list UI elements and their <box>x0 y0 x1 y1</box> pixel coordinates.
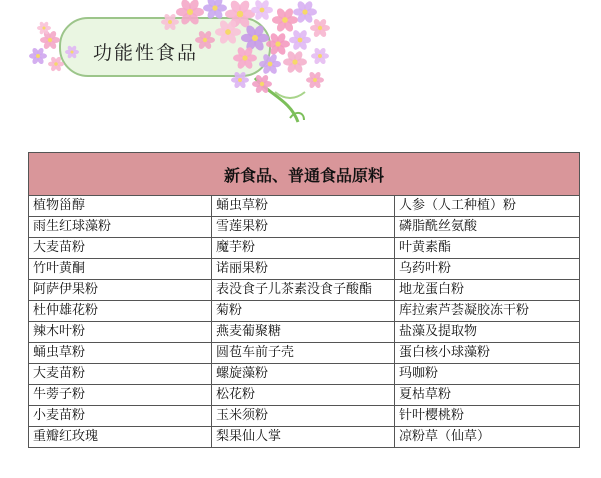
table-row <box>29 301 580 322</box>
table-row <box>29 406 580 427</box>
table-cell: 梨果仙人掌 <box>212 427 395 448</box>
table-cell: 辣木叶粉 <box>29 322 212 343</box>
table-cell: 蛹虫草粉 <box>29 343 212 364</box>
table-row <box>29 343 580 364</box>
table-cell: 植物甾醇 <box>29 196 212 217</box>
table-cell: 磷脂酰丝氨酸 <box>395 217 580 238</box>
table-cell: 松花粉 <box>212 385 395 406</box>
table-row <box>29 280 580 301</box>
ingredients-table-container <box>28 152 579 448</box>
table-row <box>29 217 580 238</box>
table-cell: 库拉索芦荟凝胶冻干粉 <box>395 301 580 322</box>
flower-decoration <box>306 71 324 89</box>
table-cell: 玛咖粉 <box>395 364 580 385</box>
table-row <box>29 427 580 448</box>
table-cell: 杜仲雄花粉 <box>29 301 212 322</box>
table-row <box>29 364 580 385</box>
table-cell: 夏枯草粉 <box>395 385 580 406</box>
table-cell: 玉米须粉 <box>212 406 395 427</box>
table-cell: 凉粉草（仙草） <box>395 427 580 448</box>
flower-decoration <box>311 47 329 65</box>
table-row <box>29 322 580 343</box>
table-header: 新食品、普通食品原料 <box>29 153 580 196</box>
banner-title: 功能性食品 <box>93 42 199 64</box>
table-cell: 诺丽果粉 <box>212 259 395 280</box>
banner <box>0 0 601 150</box>
table-cell: 小麦苗粉 <box>29 406 212 427</box>
flower-decoration <box>29 47 47 65</box>
table-cell: 表没食子儿茶素没食子酸酯 <box>212 280 395 301</box>
table-cell: 魔芋粉 <box>212 238 395 259</box>
table-row <box>29 385 580 406</box>
table-cell: 重瓣红玫瑰 <box>29 427 212 448</box>
table-cell: 针叶樱桃粉 <box>395 406 580 427</box>
table-row <box>29 196 580 217</box>
flower-decoration <box>251 0 273 21</box>
table-cell: 牛蒡子粉 <box>29 385 212 406</box>
table-row <box>29 259 580 280</box>
table-cell: 人参（人工种植）粉 <box>395 196 580 217</box>
table-cell: 圆苞车前子壳 <box>212 343 395 364</box>
table-cell: 地龙蛋白粉 <box>395 280 580 301</box>
table-cell: 蛹虫草粉 <box>212 196 395 217</box>
table-cell: 蛋白核小球藻粉 <box>395 343 580 364</box>
flower-banner-graphic <box>0 0 601 150</box>
table-cell: 大麦苗粉 <box>29 238 212 259</box>
table-cell: 雪莲果粉 <box>212 217 395 238</box>
flower-decoration <box>289 29 311 51</box>
flower-decoration <box>283 50 307 74</box>
table-cell: 乌药叶粉 <box>395 259 580 280</box>
table-cell: 燕麦葡聚糖 <box>212 322 395 343</box>
table-cell: 菊粉 <box>212 301 395 322</box>
ingredients-table <box>28 152 580 448</box>
table-cell: 雨生红球藻粉 <box>29 217 212 238</box>
table-cell: 大麦苗粉 <box>29 364 212 385</box>
table-cell: 螺旋藻粉 <box>212 364 395 385</box>
table-cell: 叶黄素酯 <box>395 238 580 259</box>
flower-decoration <box>310 18 330 38</box>
table-cell: 盐藻及提取物 <box>395 322 580 343</box>
table-cell: 竹叶黄酮 <box>29 259 212 280</box>
table-cell: 阿萨伊果粉 <box>29 280 212 301</box>
table-row <box>29 238 580 259</box>
